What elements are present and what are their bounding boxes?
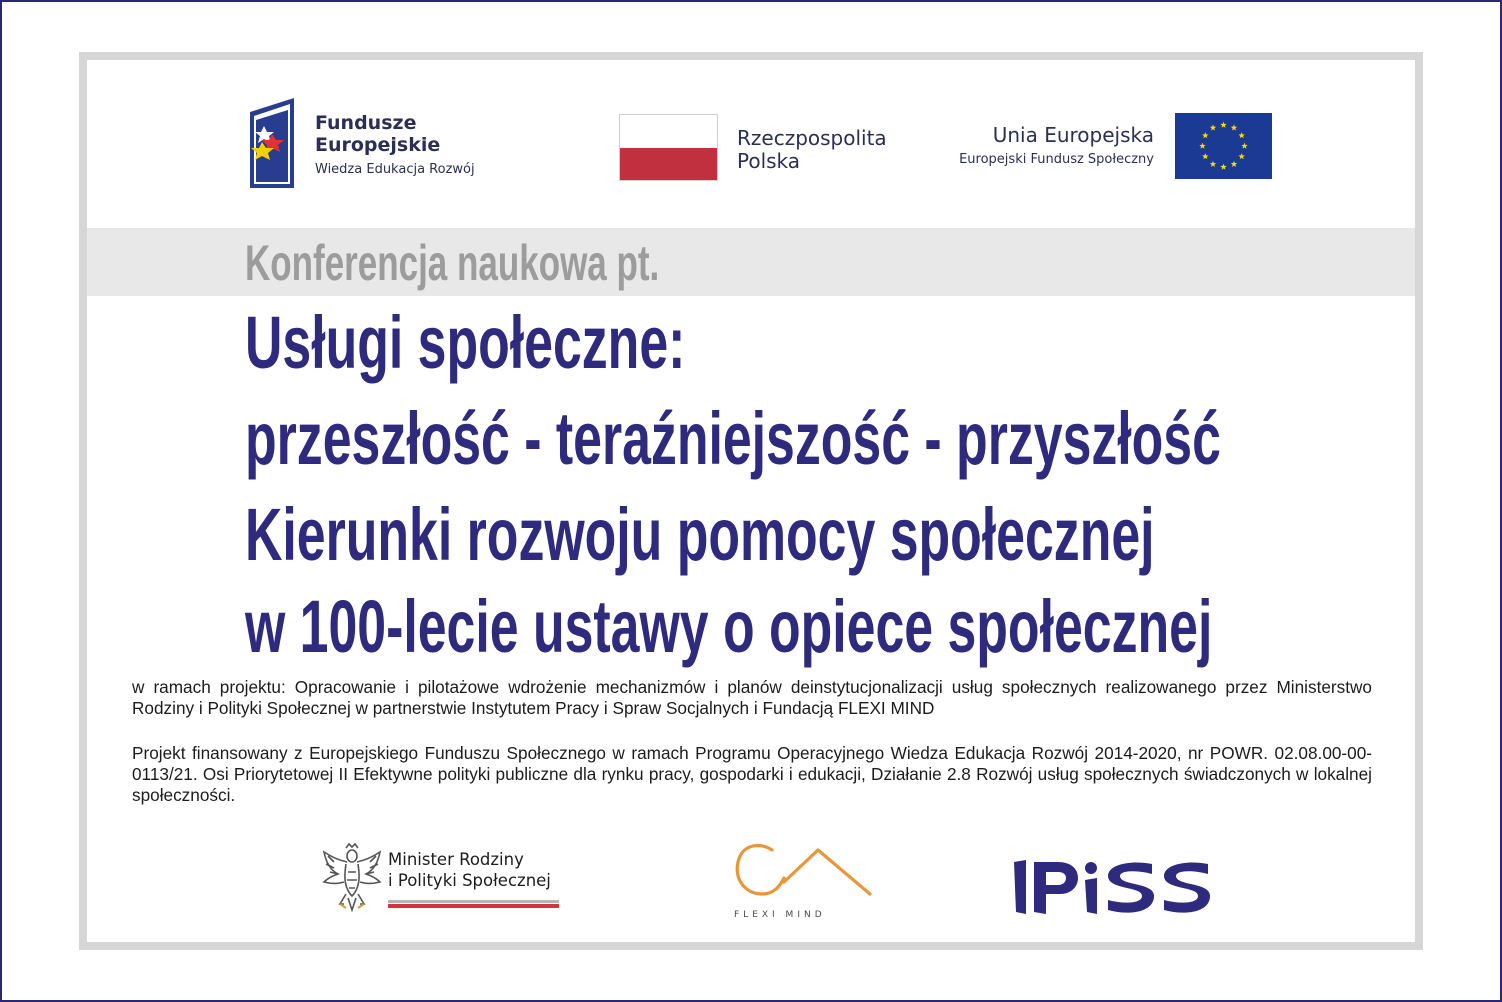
conference-subtitle: Konferencja naukowa pt.: [245, 235, 660, 291]
title-line-2: przeszłość - teraźniejszość - przyszłość: [245, 397, 1221, 480]
unia-title: Unia Europejska: [992, 123, 1154, 147]
fundusze-europejskie-logo: [248, 98, 508, 190]
minister-rodziny-logo: [318, 838, 563, 918]
minister-bar-gray: [388, 900, 559, 903]
eu-star-icon: [1210, 161, 1216, 167]
flexi-mind-logo: [720, 836, 890, 926]
eu-star-icon: [1231, 161, 1237, 167]
eu-star-icon: [1238, 132, 1244, 138]
fundusze-europejskie-logo-icon: [248, 98, 296, 190]
flexi-mind-logo-icon: [720, 836, 890, 906]
eu-star-icon: [1199, 143, 1205, 149]
polish-flag-icon: [619, 114, 718, 181]
title-line-4: w 100-lecie ustawy o opiece społecznej: [245, 585, 1213, 668]
unia-europejska-logo: [946, 113, 1272, 179]
fundusze-line2: Europejskie: [315, 134, 441, 156]
flag-white-stripe: [620, 115, 717, 148]
minister-line1: Minister Rodziny: [388, 850, 524, 869]
eu-flag-icon: [1175, 113, 1272, 179]
eu-star-icon: [1202, 153, 1208, 159]
eu-star-icon: [1238, 153, 1244, 159]
minister-bar-red: [388, 904, 559, 908]
eu-star-icon: [1231, 124, 1237, 130]
fundusze-line1: Fundusze: [315, 112, 417, 134]
fundusze-subtitle: Wiedza Edukacja Rozwój: [315, 162, 475, 177]
eu-stars-icon: [1175, 113, 1272, 179]
rzeczpospolita-line2: Polska: [737, 149, 801, 173]
unia-subtitle: Europejski Fundusz Społeczny: [959, 152, 1154, 167]
eu-star-icon: [1220, 122, 1226, 128]
flexi-mind-text: FLEXI MIND: [734, 910, 826, 920]
eu-star-icon: [1202, 132, 1208, 138]
title-line-1: Usługi społeczne:: [245, 301, 686, 384]
ipiss-logo: [1012, 858, 1222, 916]
polish-eagle-emblem-icon: [320, 842, 384, 914]
eu-star-icon: [1241, 143, 1247, 149]
ipiss-logo-icon: [1012, 858, 1222, 916]
project-description: w ramach projektu: Opracowanie i pilotażowe wdrożenie mechanizmów i planów deinstytucjonalizacji usług społecznych realizowanego przez Ministerstwo Rodziny i Polityki Społecznej w partnerstwie Instytutem Pracy i Spraw Socjalnych i Fundacją FLEXI MIND: [132, 677, 1372, 718]
title-line-3: Kierunki rozwoju pomocy społecznej: [245, 493, 1155, 576]
funding-description: Projekt finansowany z Europejskiego Funduszu Społecznego w ramach Programu Operacyjnego Wiedza Edukacja Rozwój 2014-2020, nr POWR. 02.08.00-00-0113/21. Osi Priorytetowej II Efektywne polityki publiczne dla rynku pracy, gospodarki i edukacji, Działanie 2.8 Rozwój usług społecznych świadczonych w lokalnej społeczności.: [132, 743, 1372, 805]
eu-star-icon: [1220, 164, 1226, 170]
rzeczpospolita-line1: Rzeczpospolita: [737, 126, 887, 150]
rzeczpospolita-polska-logo: [619, 114, 919, 184]
minister-line2: i Polityki Społecznej: [388, 871, 551, 890]
eu-star-icon: [1210, 124, 1216, 130]
flag-red-stripe: [620, 148, 717, 180]
